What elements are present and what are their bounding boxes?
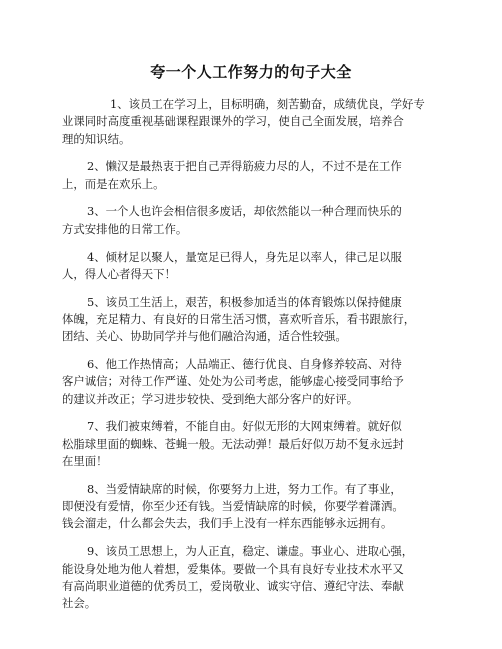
- paragraph-line: 9、该员工思想上，为人正直，稳定、谦虚。事业心、进取心强，: [87, 544, 414, 559]
- paragraph-line: 1、该员工在学习上，目标明确，刻苦勤奋，成绩优良，学好专: [110, 97, 425, 111]
- paragraph-line: 体魄，充足精力、有良好的日常生活习惯，喜欢听音乐，看书跟旅行，: [62, 311, 416, 326]
- paragraph-1: [62, 96, 447, 148]
- document-body: [62, 96, 447, 623]
- paragraph-line: 5、该员工生活上，艰苦，积极参加适当的体育锻炼以保持健康: [87, 294, 402, 309]
- paragraph-line: 4、倾材足以聚人，量宽足已得人，身先足以率人，律己足以服: [87, 249, 402, 264]
- paragraph-line: 理的知识结。: [62, 131, 131, 146]
- paragraph-line: 客户诚信；对待工作严谨、处处为公司考虑，能够虚心接受同事给予: [62, 374, 404, 389]
- paragraph-8: [62, 481, 447, 533]
- paragraph-9: [62, 543, 447, 612]
- paragraph-7: [62, 418, 447, 470]
- paragraph-5: [62, 294, 447, 346]
- paragraph-line: 能设身处地为他人着想，爱集体。要做一个具有良好专业技术水平又: [62, 561, 404, 576]
- paragraph-4: [62, 249, 447, 284]
- paragraph-line: 的建议并改正；学习进步较快、受到绝大部分客户的好评。: [62, 391, 359, 406]
- paragraph-2: [62, 158, 447, 193]
- paragraph-line: 上，而是在欢乐上。: [62, 176, 165, 191]
- paragraph-line: 方式安排他的日常工作。: [62, 221, 188, 236]
- paragraph-line: 即便没有爱情，你至少还有钱。当爱情缺席的时候，你要学着潇洒。: [62, 499, 404, 514]
- paragraph-line: 业课同时高度重视基础课程跟课外的学习，使自己全面发展，培养合: [62, 114, 404, 129]
- paragraph-line: 在里面！: [62, 454, 108, 469]
- paragraph-3: [62, 203, 447, 238]
- paragraph-6: [62, 356, 447, 408]
- paragraph-line: 团结、关心、协助同学并与他们融洽沟通，适合性较强。: [62, 329, 347, 344]
- paragraph-line: 有高尚职业道德的优秀员工，爱岗敬业、诚实守信、遵纪守法、奉献: [62, 578, 404, 593]
- paragraph-line: 松脂球里面的蜘蛛、苍蝇一般。无法动弹！最后好似万劫不复永远封: [62, 436, 404, 451]
- paragraph-line: 钱会溜走，什么都会失去，我们手上没有一样东西能够永远拥有。: [62, 516, 393, 531]
- paragraph-line: 8、当爱情缺席的时候，你要努力上进，努力工作。有了事业，: [87, 481, 402, 496]
- paragraph-line: 6、他工作热情高；人品端正、德行优良、自身修养较高、对待: [87, 357, 402, 372]
- paragraph-line: 2、懒汉是最热衷于把自己弄得筋疲力尽的人，不过不是在工作: [87, 159, 402, 174]
- paragraph-line: 3、一个人也许会相信很多废话，却依然能以一种合理而快乐的: [87, 204, 402, 219]
- document-title: 夸一个人工作努力的句子大全: [150, 63, 352, 81]
- paragraph-line: 人，得人心者得天下！: [62, 266, 176, 281]
- paragraph-line: 社会。: [62, 596, 97, 611]
- paragraph-line: 7、我们被束缚着，不能自由。好似无形的大网束缚着。就好似: [87, 419, 402, 434]
